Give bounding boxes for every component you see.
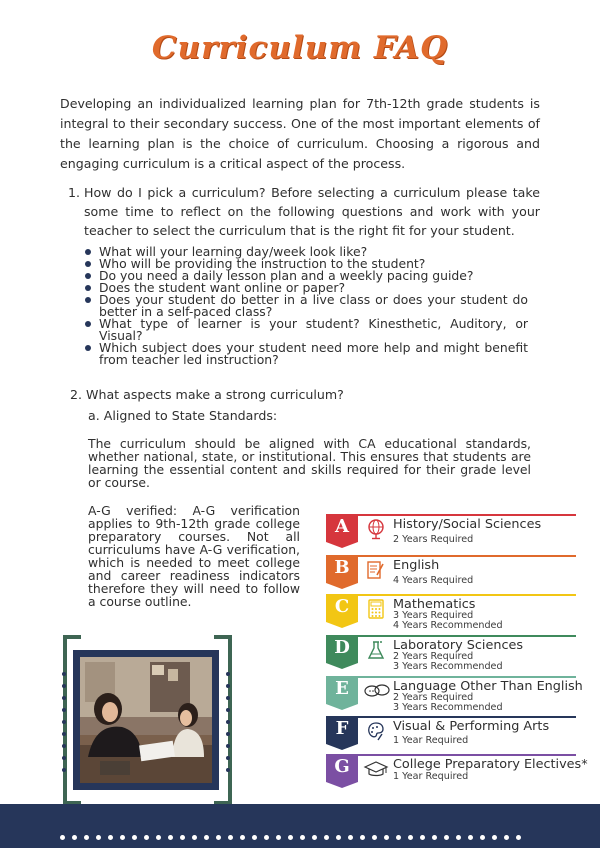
bullet-icon [85, 285, 91, 291]
decorative-dots-right [226, 672, 230, 780]
list-item: Which subject does your student need more help and might benefit from teacher led instruction? [82, 342, 528, 366]
bullet-icon [85, 249, 91, 255]
ag-recommendation: 3 Years Recommended [393, 661, 503, 672]
ag-subject-name: Mathematics [393, 597, 476, 612]
bullet-icon [85, 273, 91, 279]
ag-subject-name: History/Social Sciences [393, 517, 542, 532]
list-item: Who will be providing the instruction to the student? [82, 258, 528, 270]
bullet-icon [85, 261, 91, 267]
question-1 [68, 183, 540, 240]
ag-letter-badge: E [326, 676, 358, 704]
list-item: Does your student do better in a live class or does your student do better in a self-paced class? [82, 294, 528, 318]
ag-letter-badge: F [326, 716, 358, 744]
decorative-dots-left [62, 672, 66, 780]
ag-subject-name: College Preparatory Electives* [393, 757, 588, 772]
standards-paragraph: The curriculum should be aligned with CA educational standards, whether national, state, or institutional. This ensures that students are learning the essential content and skills required for their grade level or course. [88, 436, 531, 490]
flask-icon [366, 639, 386, 661]
ag-requirement: 2 Years Required [393, 651, 474, 662]
calculator-icon [366, 598, 386, 620]
list-item: What will your learning day/week look like? [82, 246, 528, 258]
ag-requirement: 2 Years Required [393, 534, 474, 545]
bullet-icon [85, 321, 91, 327]
ag-letter-badge: A [326, 514, 358, 542]
globe-icon [366, 518, 386, 540]
footer-band [0, 804, 600, 848]
ag-item-d [326, 635, 576, 672]
ag-requirement: 3 Years Required [393, 610, 474, 621]
intro-paragraph: Developing an individualized learning plan for 7th-12th grade students is integral to their secondary success. One of the most important elements of the learning plan is the choice of curriculum. Choosing a rigorous and engaging curriculum is a critical aspect of the process. [60, 96, 540, 171]
ag-subject-name: English [393, 558, 440, 573]
palette-icon [366, 720, 386, 742]
bullet-icon [85, 297, 91, 303]
ag-item-b [326, 555, 576, 589]
ag-subject-name: Language Other Than English [393, 679, 583, 694]
ag-letter-badge: G [326, 754, 358, 782]
ag-letter-badge: D [326, 635, 358, 663]
students-photo [73, 650, 219, 790]
question-1-text: How do I pick a curriculum? Before selecting a curriculum please take some time to reflect on the following questions and work with your teacher to select the curriculum that is the right fit for your student. [84, 185, 540, 238]
ag-item-a [326, 514, 576, 548]
ag-recommendation: 4 Years Recommended [393, 620, 503, 631]
speech-bubbles-icon [364, 680, 390, 702]
ag-recommendation: 3 Years Recommended [393, 702, 503, 713]
ag-requirement: 4 Years Required [393, 575, 474, 586]
footer-dots [60, 825, 540, 831]
list-item: Does the student want online or paper? [82, 282, 528, 294]
ag-requirement: 2 Years Required [393, 692, 474, 703]
reflection-questions-list [82, 246, 528, 366]
ag-item-c [326, 594, 576, 631]
ag-letter-badge: C [326, 594, 358, 622]
question-1-number: 1. [68, 185, 81, 200]
ag-item-e [326, 676, 583, 713]
question-2: 2. What aspects make a strong curriculum? [70, 387, 344, 402]
ag-requirement: 1 Year Required [393, 771, 469, 782]
ag-item-g [326, 754, 588, 788]
list-item: What type of learner is your student? Kinesthetic, Auditory, or Visual? [82, 318, 528, 342]
ag-subject-name: Visual & Performing Arts [393, 719, 550, 734]
ag-requirement: 1 Year Required [393, 735, 469, 746]
ag-letter-badge: B [326, 555, 358, 583]
bullet-icon [85, 345, 91, 351]
ag-subject-name: Laboratory Sciences [393, 638, 524, 653]
subheading-a: a. Aligned to State Standards: [88, 408, 278, 423]
page-title: Curriculum FAQ [151, 30, 449, 66]
students-studying-image [80, 657, 212, 783]
ag-verified-paragraph: A-G verified: A-G verification applies to 9th-12th grade college preparatory courses. Not all curriculums have A-G verification, which is needed to meet college and career readiness indicators therefore they will need to follow a course outline. [88, 503, 300, 609]
writing-icon [366, 559, 386, 581]
graduation-cap-icon [363, 758, 389, 780]
list-item: Do you need a daily lesson plan and a weekly pacing guide? [82, 270, 528, 282]
ag-item-f [326, 716, 576, 750]
